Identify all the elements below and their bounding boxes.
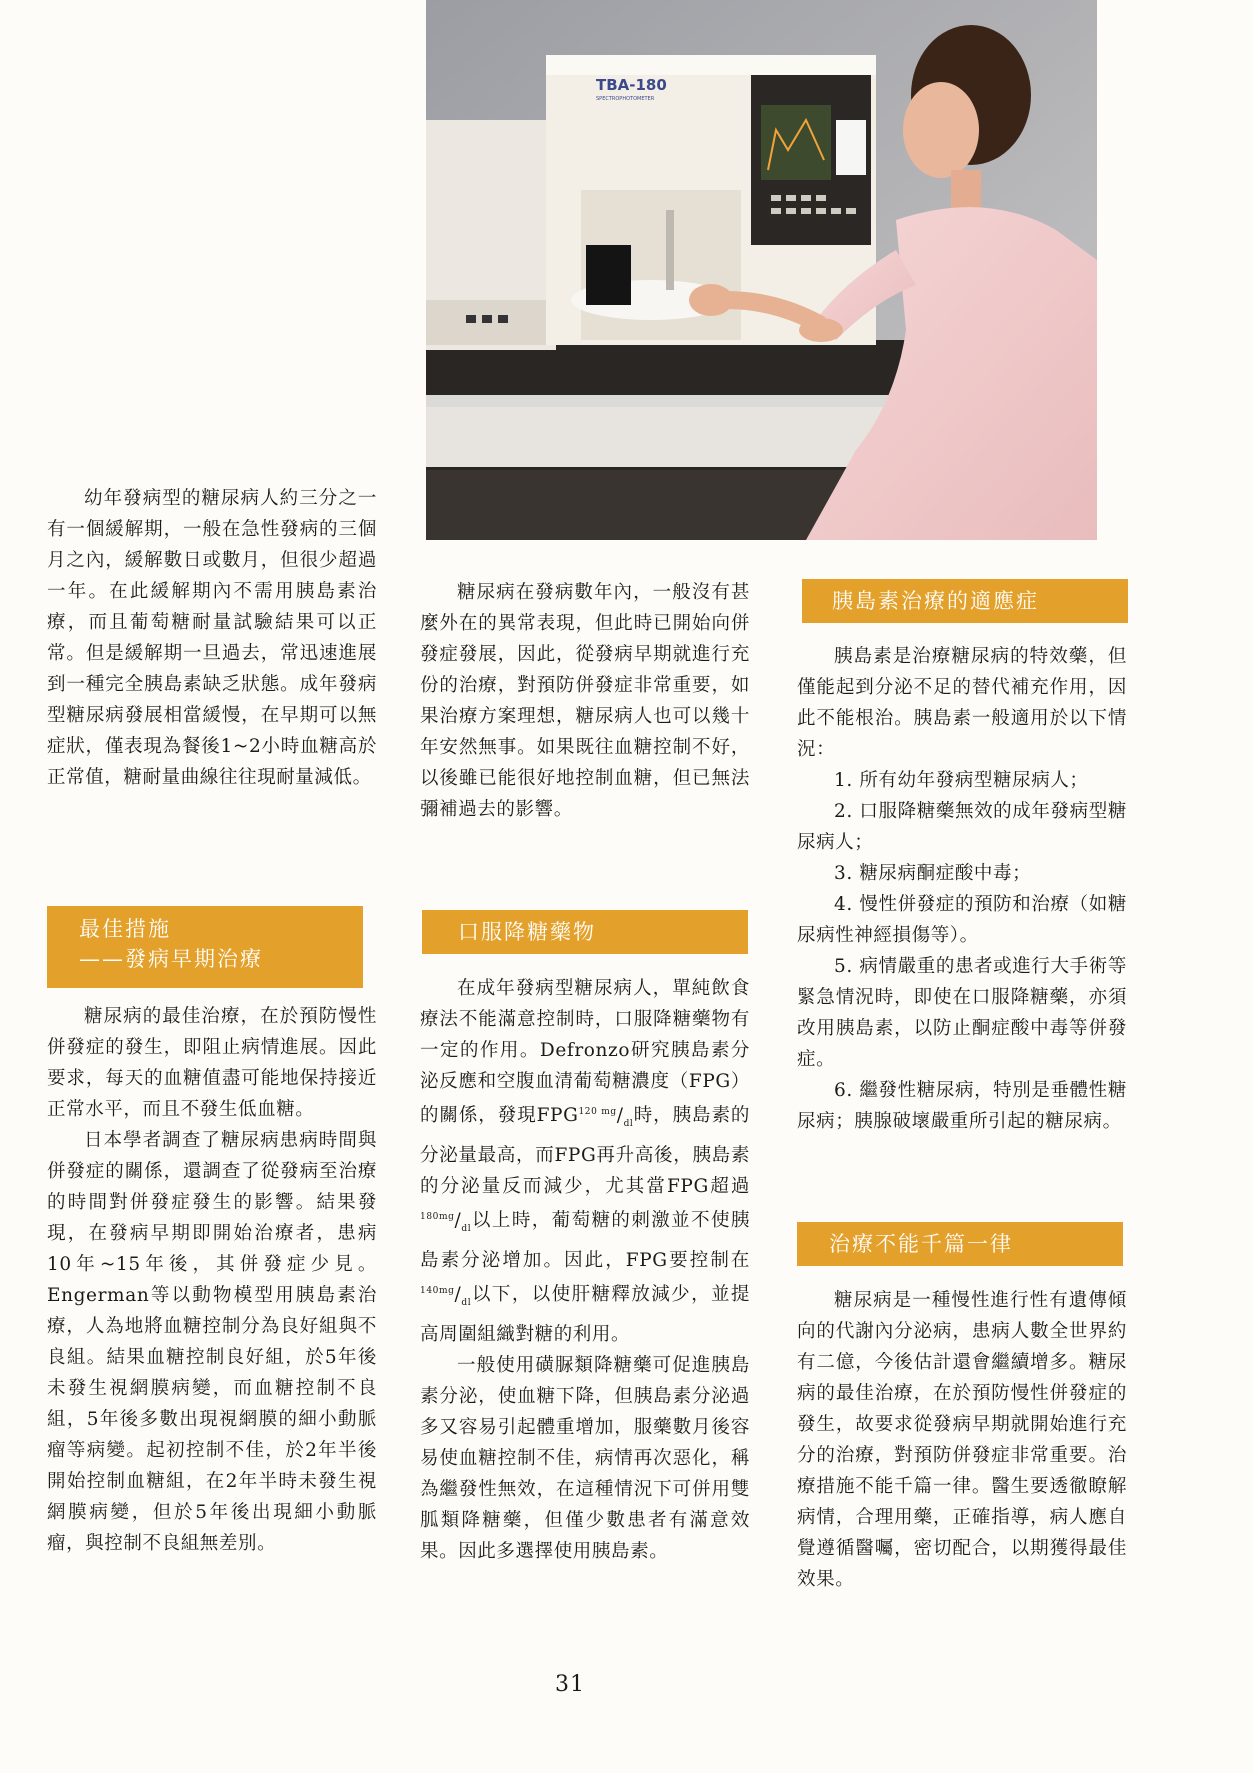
heading-text: 治療不能千篇一律 <box>829 1232 1013 1256</box>
article-photo <box>426 0 1097 540</box>
para-text-c: 以上時，葡萄糖的刺激並不使胰島素分泌增加。因此，FPG要控制在 <box>420 1210 750 1271</box>
section-heading-best-measures <box>47 906 363 988</box>
page-number: 31 <box>555 1672 585 1697</box>
column-1-body <box>47 1001 377 1559</box>
col1-paragraph-1: 糖尿病的最佳治療，在於預防慢性併發症的發生，即阻止病情進展。因此要求，每天的血糖值盡可能地保持接近正常水平，而且不發生低血糖。 <box>47 1006 377 1120</box>
col3-intro-paragraph: 胰島素是治療糖尿病的特效藥，但僅能起到分泌不足的替代補充作用，因此不能根治。胰島素一般適用於以下情況： <box>797 646 1127 760</box>
indication-item: 5. 病情嚴重的患者或進行大手術等緊急情況時，即使在口服降糖藥，亦須改用胰島素，以防止酮症酸中毒等併發症。 <box>797 956 1127 1070</box>
col2-paragraph-1: 在成年發病型糖尿病人，單純飲食療法不能滿意控制時，口服降糖藥物有一定的作用。Defronzo研究胰島素分泌反應和空腹血清葡萄糖濃度（FPG）的關係，發現$FPG^{120 mg}/_{dl}$時，胰島素的分泌量最高，而FPG再升高後，胰島素的分泌量反而減少，尤其當FPG超過$^{180mg}/_{dl}$以上時，葡萄糖的刺激並不使胰島素分泌增加。因此，FPG要控制在$^{140mg}/_{dl}$以下，以使肝糖釋放減少，並提高周圍組織對糖的利用。 <box>420 978 750 1345</box>
column-2-body <box>420 973 750 1567</box>
col1-intro-paragraph: 幼年發病型的糖尿病人約三分之一有一個緩解期，一般在急性發病的三個月之內，緩解數日或數月，但很少超過一年。在此緩解期內不需用胰島素治療，而且葡萄糖耐量試驗結果可以正常。但是緩解期一旦過去，常迅速進展到一種完全胰島素缺乏狀態。成年發病型糖尿病發展相當緩慢，在早期可以無症狀，僅表現為餐後1~2小時血糖高於正常值，糖耐量曲線往往現耐量減低。 <box>47 488 377 788</box>
heading-text: 胰島素治療的適應症 <box>832 589 1039 613</box>
col2-paragraph-2: 一般使用磺脲類降糖藥可促進胰島素分泌，使血糖下降，但胰島素分泌過多又容易引起體重增加，服藥數月後容易使血糖控制不佳，病情再次惡化，稱為繼發性無效，在這種情況下可併用雙胍類降糖藥，但僅少數患者有滿意效果。因此多選擇使用胰島素。 <box>420 1354 750 1562</box>
heading-line-1: 最佳措施 <box>79 917 171 941</box>
indication-item: 1. 所有幼年發病型糖尿病人； <box>834 770 1089 791</box>
section-heading-insulin-indications <box>802 579 1128 623</box>
section-heading-individualized-treatment <box>797 1222 1123 1266</box>
indication-item: 4. 慢性併發症的預防和治療（如糖尿病性神經損傷等）。 <box>797 894 1127 946</box>
col3-paragraph: 糖尿病是一種慢性進行性有遺傳傾向的代謝內分泌病，患病人數全世界約有二億，今後估計還會繼續增多。糖尿病的最佳治療，在於預防慢性併發症的發生，故要求從發病早期就開始進行充分的治療，對預防併發症非常重要。治療措施不能千篇一律。醫生要透徹瞭解病情，合理用藥，正確指導，病人應自覺遵循醫囑，密切配合，以期獲得最佳效果。 <box>797 1290 1127 1590</box>
lab-analyzer-illustration <box>426 0 1097 540</box>
indication-item: 3. 糖尿病酮症酸中毒； <box>834 863 1032 884</box>
column-1 <box>47 483 377 793</box>
unit-denominator: dl <box>461 1297 472 1308</box>
column-3 <box>797 641 1127 1137</box>
para-text-a: 在成年發病型糖尿病人，單純飲食療法不能滿意控制時，口服降糖藥物有一定的作用。Defronzo研究胰島素分泌反應和空腹血清葡萄糖濃度（FPG）的關係，發現FPG <box>420 978 750 1127</box>
para-text-b: 時，胰島素的分泌量最高，而FPG再升高後，胰島素的分泌量反而減少，尤其當FPG超過 <box>420 1105 750 1197</box>
indication-item: 6. 繼發性糖尿病，特別是垂體性糖尿病；胰腺破壞嚴重所引起的糖尿病。 <box>797 1080 1127 1132</box>
col2-intro-paragraph: 糖尿病在發病數年內，一般沒有甚麼外在的異常表現，但此時已開始向併發症發展，因此，從發病早期就進行充份的治療，對預防併發症非常重要，如果治療方案理想，糖尿病人也可以幾十年安然無事。如果既往血糖控制不好，以後雖已能很好地控制血糖，但已無法彌補過去的影響。 <box>420 582 750 820</box>
heading-line-2: ——發病早期治療 <box>79 947 263 971</box>
machine-label: TBA-180 <box>596 76 667 94</box>
unit-denominator: dl <box>461 1223 472 1234</box>
column-2 <box>420 577 750 825</box>
unit-numerator: 120 mg <box>578 1107 617 1117</box>
unit-denominator: dl <box>623 1118 634 1129</box>
indication-item: 2. 口服降糖藥無效的成年發病型糖尿病人； <box>797 801 1127 853</box>
para-text-d: 以下，以使肝糖釋放減少，並提高周圍組織對糖的利用。 <box>420 1283 750 1345</box>
unit-numerator: 180mg <box>420 1211 455 1222</box>
machine-sublabel: SPECTROPHOTOMETER <box>596 96 655 102</box>
col1-paragraph-2: 日本學者調查了糖尿病患病時間與併發症的關係，還調查了從發病至治療的時間對併發症發生的影響。結果發現，在發病早期即開始治療者，患病10年~15年後，其併發症少見。Engerman等以動物模型用胰島素治療，人為地將血糖控制分為良好組與不良組。結果血糖控制良好組，於5年後未發生視網膜病變，而血糖控制不良組，5年後多數出現視網膜的細小動脈瘤等病變。起初控制不佳，於2年半後開始控制血糖組，在2年半時未發生視網膜病變，但於5年後出現細小動脈瘤，與控制不良組無差別。 <box>47 1130 377 1554</box>
unit-numerator: 140mg <box>420 1285 455 1296</box>
heading-text: 口服降糖藥物 <box>458 920 596 944</box>
column-3-body <box>797 1285 1127 1595</box>
section-heading-oral-drugs <box>422 910 748 954</box>
